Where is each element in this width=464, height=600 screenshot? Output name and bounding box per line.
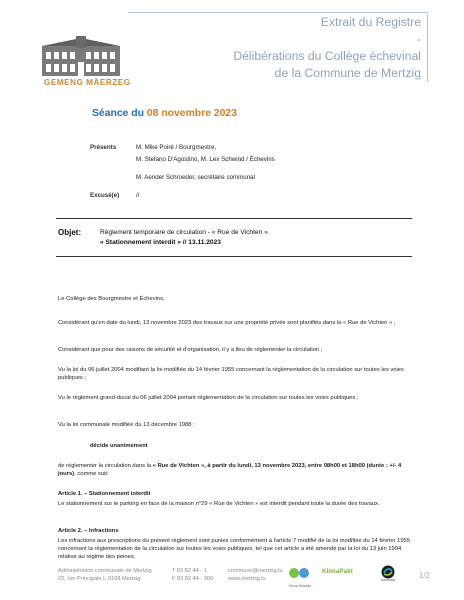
decision-text-c: , comme suit: bbox=[74, 471, 109, 478]
objet-line-2: « Stationnement interdit » // 13.11.2023 bbox=[100, 239, 221, 246]
article-1-title: Article 1. – Stationnement interdit bbox=[58, 491, 151, 497]
seance-heading bbox=[92, 108, 237, 119]
title-rule bbox=[128, 12, 428, 13]
presents-line-1: M. Mike Poiré / Bourgmestre, bbox=[136, 144, 217, 151]
article-2-text: Les infractions aux prescriptions du présent règlement sont punies conformément à l'article 7 modifié de la loi modifiée du 14 février 1955 concernant la réglementation de la circulation sur toutes les voies publiques, tel que cet article a été amendé par la loi du 13 juin 1994 relative au régime des peines. bbox=[58, 538, 411, 561]
footer-phone: T 83 82 44 - 1 bbox=[172, 568, 207, 574]
excuses-label: Excusé(e) bbox=[90, 192, 120, 199]
municipality-name: GEMENG MÄERZEG bbox=[44, 78, 131, 87]
objet-label: Objet: bbox=[58, 228, 82, 237]
klimapakt-logo bbox=[322, 568, 353, 575]
considerant-1: Considérant qu'en date du lundi, 13 novembre 2023 des travaux sur une propriété privée sont planifiés dans la « Rue de Vichten » ; bbox=[58, 320, 396, 326]
excuses-value: // bbox=[136, 192, 140, 199]
objet-line-1: Règlement temporaire de circulation - « Rue de Vichten » bbox=[100, 229, 268, 236]
decision-text-a: de réglementer la circulation dans la bbox=[58, 463, 153, 469]
presents-line-3: M. Aender Schroeder, secrétaire communal bbox=[136, 174, 255, 181]
presents-line-2: M. Stefano D'Agostino, M. Lex Schwind / Échevins bbox=[136, 156, 275, 163]
presents-label: Présents bbox=[90, 144, 117, 151]
seance-prefix: Séance du bbox=[92, 108, 147, 119]
mertzig-castle-logo bbox=[40, 36, 122, 80]
fairtrade-label: FAIRTRADE bbox=[380, 579, 396, 582]
vu-loi-2004: Vu la loi du 06 juillet 2004 modifiant la loi modifiée du 14 février 1955 concernant la réglementation de la circulation sur toutes les voies publiques ; bbox=[58, 367, 404, 382]
klima-buendnis-label: Klima Bündnis bbox=[289, 584, 311, 588]
objet-bottom-rule bbox=[56, 256, 412, 257]
article-1-text: Le stationnement sur le parking en face de la maison n°29 « Rue de Vichten » est interdit pendant toute la durée des travaux. bbox=[58, 501, 380, 507]
vu-reglement: Vu le règlement grand-ducal du 06 juillet 2004 portant réglementation de la circulation sur toutes les voies publiques ; bbox=[58, 395, 359, 401]
footer-fax: F 83 82 44 - 300 bbox=[172, 576, 214, 583]
intro-paragraph: Le Collège des Bourgmestre et Échevins, bbox=[58, 296, 165, 302]
vu-loi-communale: Vu la loi communale modifiée du 13 décembre 1988 ; bbox=[58, 422, 195, 428]
footer-admin: Administration communale de Mertzig bbox=[58, 568, 152, 574]
footer-email[interactable]: commune@mertzig.lu bbox=[228, 568, 283, 574]
title-line-4: de la Commune de Mertzig bbox=[128, 65, 428, 82]
page-number: 1/2 bbox=[418, 571, 430, 580]
fairtrade-logo bbox=[378, 565, 398, 585]
decision-text-b: « Rue de Vichten », à partir du lundi, 13 novembre 2023, entre 08h00 et 18h00 (durée : +/- 4 jours) bbox=[58, 463, 402, 478]
footer-contact[interactable] bbox=[228, 567, 283, 584]
klimapakt-label: KlimaPakt bbox=[322, 568, 353, 575]
fairtrade-icon bbox=[381, 565, 395, 579]
klima-buendnis-icon bbox=[286, 567, 314, 579]
footer-website[interactable]: www.mertzig.lu bbox=[228, 576, 266, 583]
title-line-3: Délibérations du Collège échevinal bbox=[128, 48, 428, 65]
footer-street: 22, rue Principale L-9168 Mertzig bbox=[58, 576, 141, 583]
klima-buendnis-logo bbox=[286, 566, 314, 588]
decision-paragraph bbox=[58, 462, 410, 478]
footer-phones bbox=[172, 567, 213, 584]
considerant-2: Considérant que pour des raisons de sécurité et d'organisation, il y a lieu de réglementer la circulation ; bbox=[58, 347, 323, 353]
decision-heading: décide unanimement bbox=[90, 443, 148, 449]
title-line-2: - bbox=[128, 31, 428, 48]
register-title bbox=[128, 14, 428, 82]
title-line-1: Extrait du Registre bbox=[128, 14, 428, 31]
seance-date: 08 novembre 2023 bbox=[146, 108, 237, 119]
objet-top-rule bbox=[56, 218, 412, 219]
footer-address bbox=[58, 567, 152, 584]
article-2-title: Article 2. – Infractions bbox=[58, 528, 119, 534]
